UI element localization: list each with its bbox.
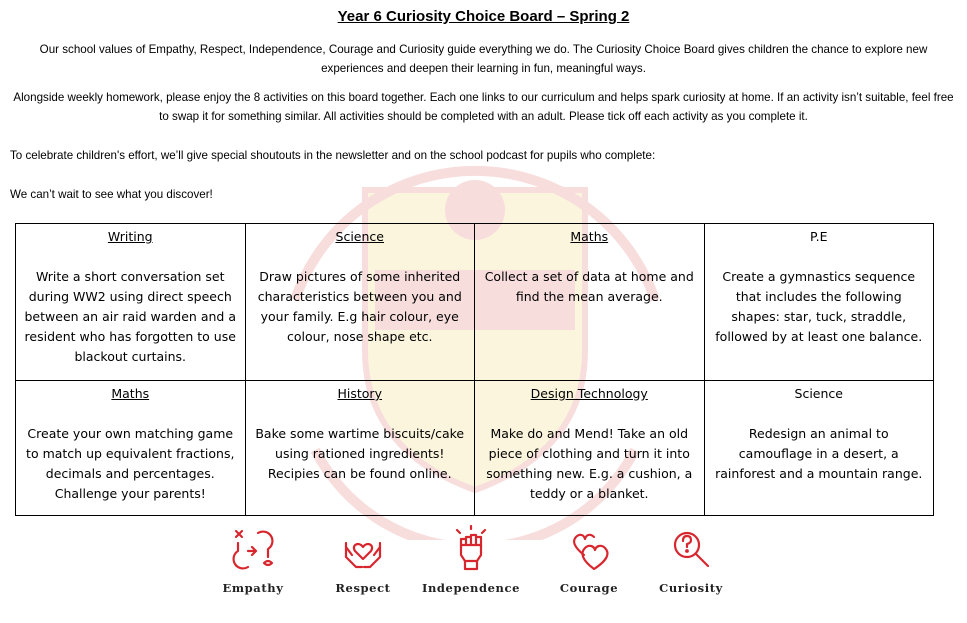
value-label: Respect xyxy=(335,581,391,595)
activity-cell-science xyxy=(245,224,475,381)
hands-heart-icon xyxy=(338,525,388,575)
activity-description: Create your own matching game to match up equivalent fractions, decimals and percentages. Challenge your parents! xyxy=(26,426,235,501)
activity-cell-history xyxy=(245,381,475,516)
value-label: Curiosity xyxy=(659,581,723,595)
activity-subject: P.E xyxy=(810,229,828,244)
activity-subject: Science xyxy=(335,229,384,244)
board-row-1 xyxy=(16,224,934,381)
value-curiosity xyxy=(641,525,741,595)
intro-shoutout-paragraph: To celebrate children's effort, we’ll give special shoutouts in the newsletter and on the school podcast for pupils who complete: xyxy=(10,149,656,162)
activity-cell-design-technology xyxy=(475,381,705,516)
activity-description: Create a gymnastics sequence that includes the following shapes: star, tuck, straddle, followed by at least one balance. xyxy=(715,269,923,344)
value-label: Courage xyxy=(559,581,619,595)
activity-subject: Design Technology xyxy=(530,386,648,401)
activity-description: Make do and Mend! Take an old piece of clothing and turn it into something new. E.g. a cushion, a teddy or a blanket. xyxy=(486,426,693,501)
value-respect xyxy=(313,525,413,595)
hearts-icon xyxy=(564,525,614,575)
activity-subject: Writing xyxy=(107,229,153,244)
activity-cell-writing xyxy=(16,224,246,381)
raised-fist-icon xyxy=(446,525,496,575)
page-title: Year 6 Curiosity Choice Board – Spring 2 xyxy=(337,8,630,25)
value-label: Independence xyxy=(421,581,521,595)
magnifier-question-icon xyxy=(666,525,716,575)
intro-values-paragraph: Our school values of Empathy, Respect, Independence, Courage and Curiosity guide everything we do. The Curiosity Choice Board gives children the chance to explore new experiences and deepen their learning in fun, meaningful ways. xyxy=(39,43,928,75)
activity-subject: Science xyxy=(794,386,843,401)
empathy-icon xyxy=(228,525,278,575)
choice-board-table xyxy=(15,223,934,516)
activity-description: Collect a set of data at home and find the mean average. xyxy=(484,269,694,304)
activity-description: Redesign an animal to camouflage in a desert, a rainforest and a mountain range. xyxy=(715,426,923,481)
value-independence xyxy=(421,525,521,595)
value-label: Empathy xyxy=(222,581,284,595)
activity-cell-science xyxy=(704,381,934,516)
activity-subject: Maths xyxy=(111,386,150,401)
school-values-strip xyxy=(200,525,740,615)
value-courage xyxy=(539,525,639,595)
board-row-2 xyxy=(16,381,934,516)
activity-description: Draw pictures of some inherited characteristics between you and your family. E.g hair colour, eye colour, nose shape etc. xyxy=(257,269,462,344)
activity-cell-maths xyxy=(475,224,705,381)
activity-cell-pe xyxy=(704,224,934,381)
activity-cell-maths xyxy=(16,381,246,516)
activity-description: Bake some wartime biscuits/cake using rationed ingredients! Recipies can be found online. xyxy=(255,426,465,481)
intro-closing-line: We can’t wait to see what you discover! xyxy=(10,188,213,201)
activity-subject: Maths xyxy=(570,229,609,244)
intro-homework-paragraph: Alongside weekly homework, please enjoy the 8 activities on this board together. Each one links to our curriculum and helps spark curiosity at home. If an activity isn’t suitable, feel free to swap it for something similar. All activities should be completed with an adult. Please tick off each activity as you complete it. xyxy=(13,91,954,123)
value-empathy xyxy=(203,525,303,595)
activity-description: Write a short conversation set during WW2 using direct speech between an air raid warden and a resident who has forgotten to use blackout curtains. xyxy=(24,269,236,364)
activity-subject: History xyxy=(337,386,382,401)
